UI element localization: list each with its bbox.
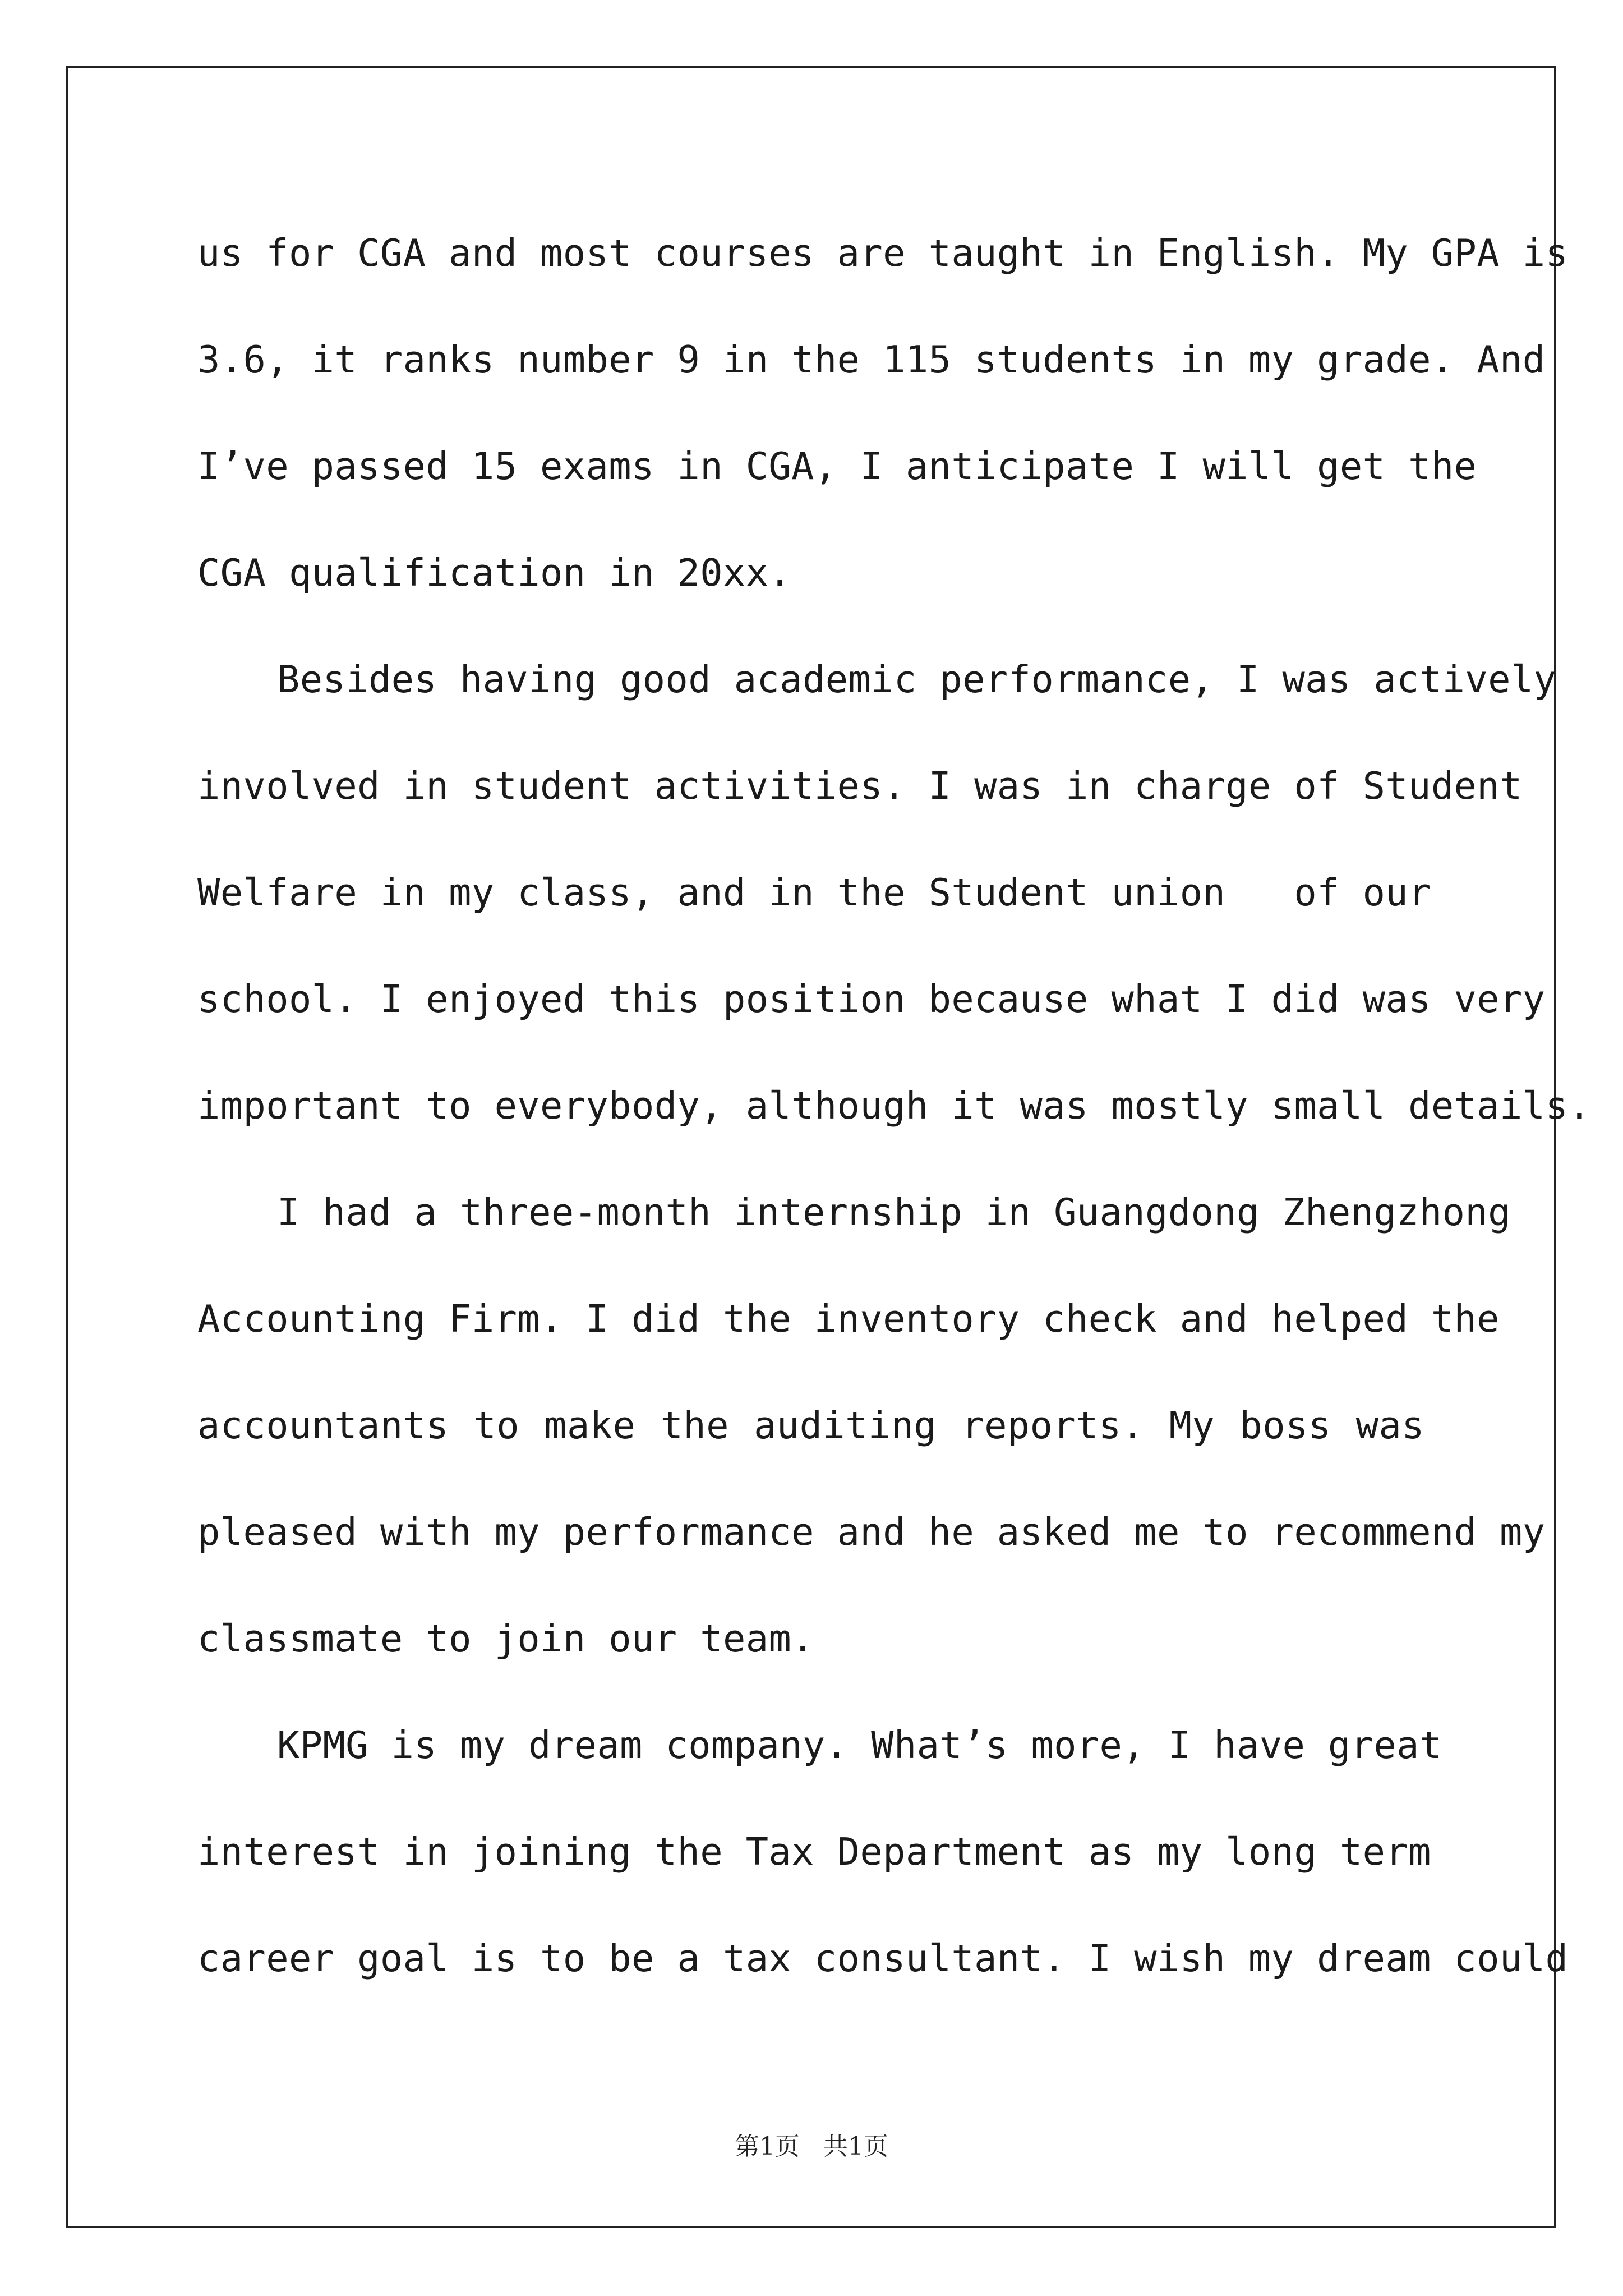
text-line: CGA qualification in 20xx. — [197, 551, 792, 595]
text-line: interest in joining the Tax Department as my long term — [197, 1830, 1431, 1874]
text-line: I’ve passed 15 exams in CGA, I anticipate I will get the — [197, 444, 1477, 488]
text-line: KPMG is my dream company. What’s more, I have great — [277, 1723, 1442, 1767]
text-line: involved in student activities. I was in charge of Student — [197, 764, 1523, 808]
text-line: us for CGA and most courses are taught in English. My GPA is — [197, 231, 1569, 275]
text-line: 3.6, it ranks number 9 in the 115 students in my grade. And — [197, 338, 1546, 381]
text-line: pleased with my performance and he asked me to recommend my — [197, 1510, 1546, 1554]
text-line: I had a three-month internship in Guangdong Zhengzhong — [277, 1190, 1511, 1234]
page-footer — [0, 2126, 1623, 2162]
text-line: Accounting Firm. I did the inventory check and helped the — [197, 1297, 1500, 1341]
text-line: Besides having good academic performance, I was actively — [277, 657, 1557, 701]
page-number: 第1页 共1页 — [735, 2132, 888, 2161]
text-line: important to everybody, although it was mostly small details. — [197, 1084, 1591, 1128]
text-line: classmate to join our team. — [197, 1617, 814, 1660]
text-line: school. I enjoyed this position because what I did was very — [197, 977, 1546, 1021]
document-body — [197, 200, 1591, 2012]
text-line: accountants to make the auditing reports. My boss was — [197, 1404, 1424, 1447]
text-line: Welfare in my class, and in the Student union of our — [197, 871, 1431, 914]
text-line: career goal is to be a tax consultant. I wish my dream could — [197, 1936, 1569, 1980]
